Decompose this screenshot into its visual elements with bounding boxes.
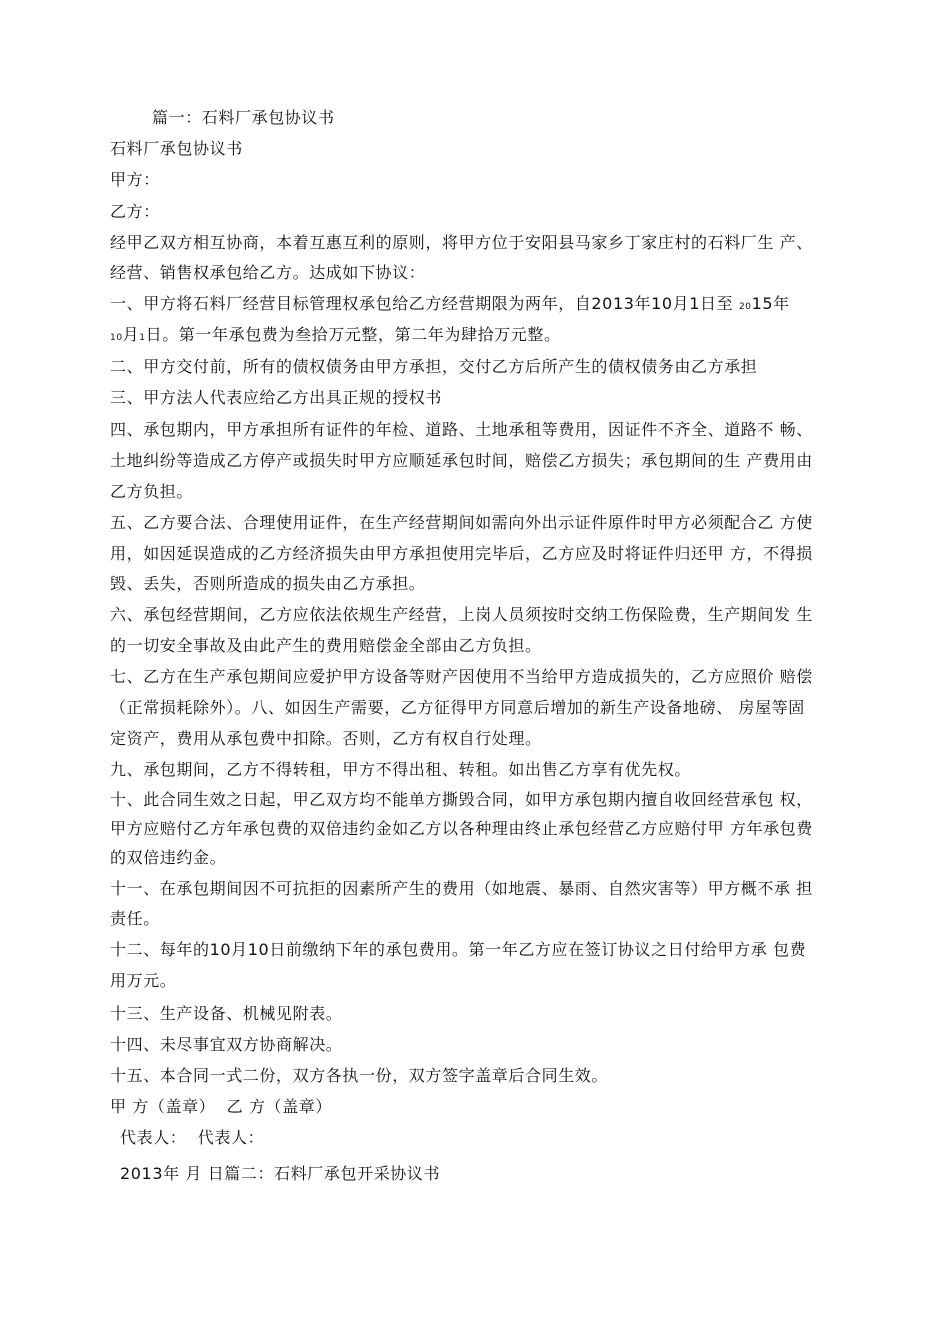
clause-10-line: 十、此合同生效之日起，甲乙双方均不能单方撕毁合同，如甲方承包期内擅自收回经营承包 权， [110,790,813,809]
clause-7-line: （正常损耗除外）。八、如因生产需要，乙方征得甲方同意后增加的新生产设备地磅、 房屋等固 [110,698,805,717]
clause-text: 一、甲方将石料厂经营目标管理权承包给乙方经营期限为两年，自2013年10月1日至 [110,294,739,313]
small-text: 20 [738,302,752,312]
clause-10-line: 甲方应赔付乙方年承包费的双倍违约金如乙方以各种理由终止承包经营乙方应赔付甲 方年承包费 [110,819,813,838]
intro-line: 经甲乙双方相互协商，本着互惠互利的原则，将甲方位于安阳县马家乡丁家庄村的石料厂生 产、 [110,233,813,252]
clause-11-line: 责任。 [110,909,160,928]
small-text: 10 [110,333,123,343]
small-text: 1 [139,333,146,343]
clause-14: 十四、未尽事宜双方协商解决。 [110,1035,343,1054]
clause-1-line [110,294,840,317]
clause-2: 二、甲方交付前，所有的债权债务由甲方承担，交付乙方后所产生的债权债务由乙方承担 [110,357,758,376]
document-title: 石料厂承包协议书 [110,139,243,158]
party-a-label: 甲方： [110,170,160,189]
footer-date-line: 2013年 月 日篇二：石料厂承包开采协议书 [120,1164,441,1183]
clause-10-line: 的双倍违约金。 [110,848,227,867]
clause-11-line: 十一、在承包期间因不可抗拒的因素所产生的费用（如地震、暴雨、自然灾害等）甲方概不承 担 [110,879,813,898]
clause-4-line: 土地纠纷等造成乙方停产或损失时甲方应顺延承包时间，赔偿乙方损失；承包期间的生 产费用由 [110,451,813,470]
section-header: 篇一：石料厂承包协议书 [152,108,335,127]
representative-line: 代表人： 代表人： [120,1128,265,1147]
clause-text: 15年 [751,294,790,313]
clause-7-line: 七、乙方在生产承包期间应爱护甲方设备等财产因使用不当给甲方造成损失的，乙方应照价 赔偿 [110,667,813,686]
clause-5-line: 毁、丢失，否则所造成的损失由乙方承担。 [110,574,426,593]
clause-4-line: 四、承包期内，甲方承担所有证件的年检、道路、土地承租等费用，因证件不齐全、道路不 畅、 [110,420,813,439]
intro-line: 经营、销售权承包给乙方。达成如下协议： [110,263,426,282]
clause-12-line: 十二、每年的10月10日前缴纳下年的承包费用。第一年乙方应在签订协议之日付给甲方承 包费 [110,940,807,959]
clause-1-line [110,325,840,348]
clause-5-line: 用，如因延误造成的乙方经济损失由甲方承担使用完毕后，乙方应及时将证件归还甲 方，不得损 [110,544,813,563]
clause-13: 十三、生产设备、机械见附表。 [110,1004,343,1023]
clause-3: 三、甲方法人代表应给乙方出具正规的授权书 [110,388,443,407]
clause-6-line: 的一切安全事故及由此产生的费用赔偿金全部由乙方负担。 [110,636,542,655]
clause-6-line: 六、承包经营期间，乙方应依法依规生产经营，上岗人员须按时交纳工伤保险费，生产期间发 生 [110,605,813,624]
clause-9: 九、承包期间，乙方不得转租，甲方不得出租、转租。如出售乙方享有优先权。 [110,760,692,779]
clause-text: 月 [122,325,140,344]
clause-7-line: 定资产，费用从承包费中扣除。否则，乙方有权自行处理。 [110,729,542,748]
party-b-label: 乙方： [110,202,160,221]
clause-5-line: 五、乙方要合法、合理使用证件，在生产经营期间如需向外出示证件原件时甲方必须配合乙 方使 [110,513,813,532]
clause-4-line: 乙方负担。 [110,482,194,501]
clause-text: 日。第一年承包费为叁拾万元整，第二年为肆拾万元整。 [145,325,561,344]
seal-line: 甲 方（盖章） 乙 方（盖章） [110,1097,332,1116]
clause-12-line: 用万元。 [110,971,177,990]
clause-15: 十五、本合同一式二份，双方各执一份，双方签字盖章后合同生效。 [110,1066,609,1085]
